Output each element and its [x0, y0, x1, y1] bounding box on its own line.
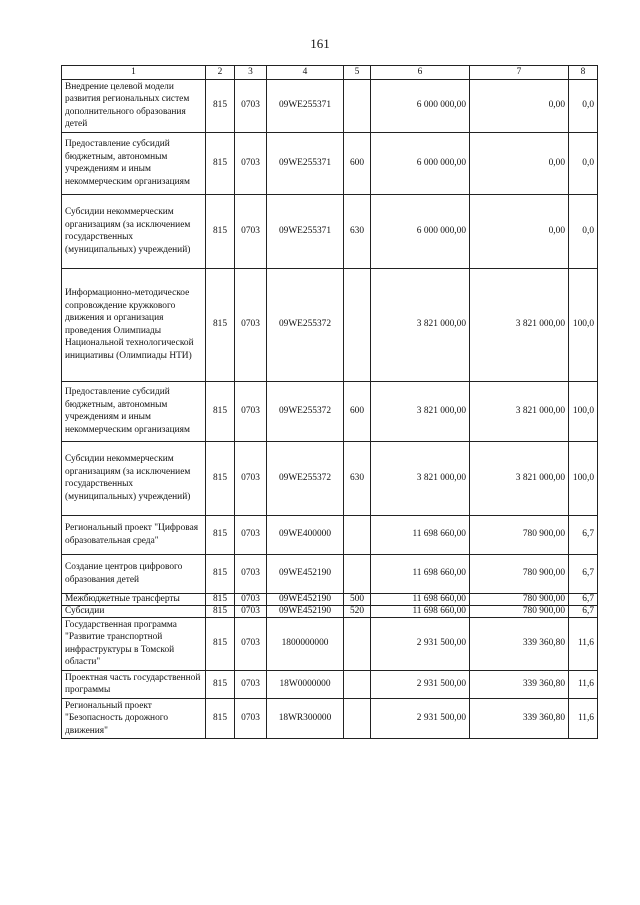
- ministry-code-cell: 815: [206, 554, 235, 593]
- row-name-cell: Внедрение целевой модели развития региональных систем дополнительного образования детей: [62, 79, 206, 132]
- percent-cell: 6,7: [569, 554, 598, 593]
- plan-amount-cell: 11 698 660,00: [371, 554, 470, 593]
- ministry-code-cell: 815: [206, 605, 235, 617]
- target-article-cell: 18W0000000: [267, 670, 344, 698]
- ministry-code-cell: 815: [206, 268, 235, 381]
- table-row: [62, 132, 598, 194]
- expense-type-cell: 600: [344, 381, 371, 441]
- plan-amount-cell: 3 821 000,00: [371, 441, 470, 515]
- ministry-code-cell: 815: [206, 79, 235, 132]
- ministry-code-cell: 815: [206, 441, 235, 515]
- percent-cell: 100,0: [569, 268, 598, 381]
- plan-amount-cell: 3 821 000,00: [371, 268, 470, 381]
- percent-cell: 6,7: [569, 515, 598, 554]
- target-article-cell: 09WE400000: [267, 515, 344, 554]
- actual-amount-cell: 780 900,00: [470, 515, 569, 554]
- column-header: 2: [206, 66, 235, 80]
- table-row: [62, 605, 598, 617]
- expense-type-cell: 630: [344, 441, 371, 515]
- ministry-code-cell: 815: [206, 194, 235, 268]
- actual-amount-cell: 780 900,00: [470, 593, 569, 605]
- ministry-code-cell: 815: [206, 698, 235, 739]
- plan-amount-cell: 2 931 500,00: [371, 670, 470, 698]
- plan-amount-cell: 11 698 660,00: [371, 605, 470, 617]
- plan-amount-cell: 6 000 000,00: [371, 194, 470, 268]
- plan-amount-cell: 6 000 000,00: [371, 79, 470, 132]
- plan-amount-cell: 3 821 000,00: [371, 381, 470, 441]
- plan-amount-cell: 2 931 500,00: [371, 698, 470, 739]
- section-code-cell: 0703: [235, 605, 267, 617]
- section-code-cell: 0703: [235, 554, 267, 593]
- column-header: 6: [371, 66, 470, 80]
- plan-amount-cell: 6 000 000,00: [371, 132, 470, 194]
- percent-cell: 6,7: [569, 593, 598, 605]
- plan-amount-cell: 11 698 660,00: [371, 593, 470, 605]
- ministry-code-cell: 815: [206, 617, 235, 670]
- row-name-cell: Субсидии некоммерческим организациям (за исключением государственных (муниципальных) учреждений): [62, 441, 206, 515]
- target-article-cell: 09WE255371: [267, 79, 344, 132]
- table-row: [62, 554, 598, 593]
- expense-type-cell: 600: [344, 132, 371, 194]
- expense-type-cell: [344, 79, 371, 132]
- target-article-cell: 09WE255371: [267, 194, 344, 268]
- section-code-cell: 0703: [235, 194, 267, 268]
- table-row: [62, 515, 598, 554]
- actual-amount-cell: 3 821 000,00: [470, 381, 569, 441]
- section-code-cell: 0703: [235, 670, 267, 698]
- row-name-cell: Субсидии: [62, 605, 206, 617]
- expense-type-cell: [344, 554, 371, 593]
- plan-amount-cell: 11 698 660,00: [371, 515, 470, 554]
- expense-type-cell: [344, 698, 371, 739]
- row-name-cell: Межбюджетные трансферты: [62, 593, 206, 605]
- column-header: 8: [569, 66, 598, 80]
- expense-type-cell: 500: [344, 593, 371, 605]
- actual-amount-cell: 0,00: [470, 132, 569, 194]
- row-name-cell: Региональный проект "Безопасность дорожного движения": [62, 698, 206, 739]
- column-header: 1: [62, 66, 206, 80]
- row-name-cell: Информационно-методическое сопровождение кружкового движения и организация проведения Олимпиады Национальной технологической инициативы (Олимпиады НТИ): [62, 268, 206, 381]
- target-article-cell: 09WE255372: [267, 441, 344, 515]
- row-name-cell: Проектная часть государственной программы: [62, 670, 206, 698]
- expense-type-cell: [344, 617, 371, 670]
- table-row: [62, 617, 598, 670]
- row-name-cell: Создание центров цифрового образования детей: [62, 554, 206, 593]
- percent-cell: 11,6: [569, 698, 598, 739]
- actual-amount-cell: 0,00: [470, 79, 569, 132]
- table-row: [62, 79, 598, 132]
- section-code-cell: 0703: [235, 441, 267, 515]
- ministry-code-cell: 815: [206, 515, 235, 554]
- section-code-cell: 0703: [235, 268, 267, 381]
- target-article-cell: 09WE452190: [267, 605, 344, 617]
- ministry-code-cell: 815: [206, 670, 235, 698]
- table-row: [62, 593, 598, 605]
- percent-cell: 6,7: [569, 605, 598, 617]
- percent-cell: 11,6: [569, 617, 598, 670]
- table-row: [62, 194, 598, 268]
- plan-amount-cell: 2 931 500,00: [371, 617, 470, 670]
- actual-amount-cell: 339 360,80: [470, 670, 569, 698]
- actual-amount-cell: 3 821 000,00: [470, 268, 569, 381]
- column-header: 4: [267, 66, 344, 80]
- table-row: [62, 670, 598, 698]
- table-row: [62, 698, 598, 739]
- column-header: 3: [235, 66, 267, 80]
- section-code-cell: 0703: [235, 593, 267, 605]
- ministry-code-cell: 815: [206, 381, 235, 441]
- percent-cell: 0,0: [569, 194, 598, 268]
- table-row: [62, 441, 598, 515]
- section-code-cell: 0703: [235, 79, 267, 132]
- table-row: [62, 381, 598, 441]
- expense-type-cell: [344, 268, 371, 381]
- target-article-cell: 09WE452190: [267, 554, 344, 593]
- table-header-row: [62, 66, 598, 80]
- section-code-cell: 0703: [235, 617, 267, 670]
- target-article-cell: 09WE255372: [267, 268, 344, 381]
- percent-cell: 11,6: [569, 670, 598, 698]
- row-name-cell: Предоставление субсидий бюджетным, автономным учреждениям и иным некоммерческим организациям: [62, 132, 206, 194]
- row-name-cell: Региональный проект "Цифровая образовательная среда": [62, 515, 206, 554]
- section-code-cell: 0703: [235, 381, 267, 441]
- table-row: [62, 268, 598, 381]
- actual-amount-cell: 339 360,80: [470, 698, 569, 739]
- section-code-cell: 0703: [235, 132, 267, 194]
- percent-cell: 100,0: [569, 441, 598, 515]
- percent-cell: 0,0: [569, 132, 598, 194]
- expense-type-cell: 630: [344, 194, 371, 268]
- ministry-code-cell: 815: [206, 132, 235, 194]
- budget-table: [61, 65, 598, 739]
- page-number: 161: [310, 36, 330, 51]
- percent-cell: 0,0: [569, 79, 598, 132]
- target-article-cell: 09WE255372: [267, 381, 344, 441]
- row-name-cell: Государственная программа "Развитие транспортной инфраструктуры в Томской области": [62, 617, 206, 670]
- column-header: 5: [344, 66, 371, 80]
- target-article-cell: 18WR300000: [267, 698, 344, 739]
- section-code-cell: 0703: [235, 698, 267, 739]
- percent-cell: 100,0: [569, 381, 598, 441]
- actual-amount-cell: 780 900,00: [470, 605, 569, 617]
- ministry-code-cell: 815: [206, 593, 235, 605]
- row-name-cell: Субсидии некоммерческим организациям (за исключением государственных (муниципальных) учреждений): [62, 194, 206, 268]
- row-name-cell: Предоставление субсидий бюджетным, автономным учреждениям и иным некоммерческим организациям: [62, 381, 206, 441]
- section-code-cell: 0703: [235, 515, 267, 554]
- column-header: 7: [470, 66, 569, 80]
- actual-amount-cell: 339 360,80: [470, 617, 569, 670]
- expense-type-cell: [344, 670, 371, 698]
- actual-amount-cell: 780 900,00: [470, 554, 569, 593]
- target-article-cell: 09WE255371: [267, 132, 344, 194]
- target-article-cell: 09WE452190: [267, 593, 344, 605]
- actual-amount-cell: 0,00: [470, 194, 569, 268]
- actual-amount-cell: 3 821 000,00: [470, 441, 569, 515]
- expense-type-cell: 520: [344, 605, 371, 617]
- target-article-cell: 1800000000: [267, 617, 344, 670]
- expense-type-cell: [344, 515, 371, 554]
